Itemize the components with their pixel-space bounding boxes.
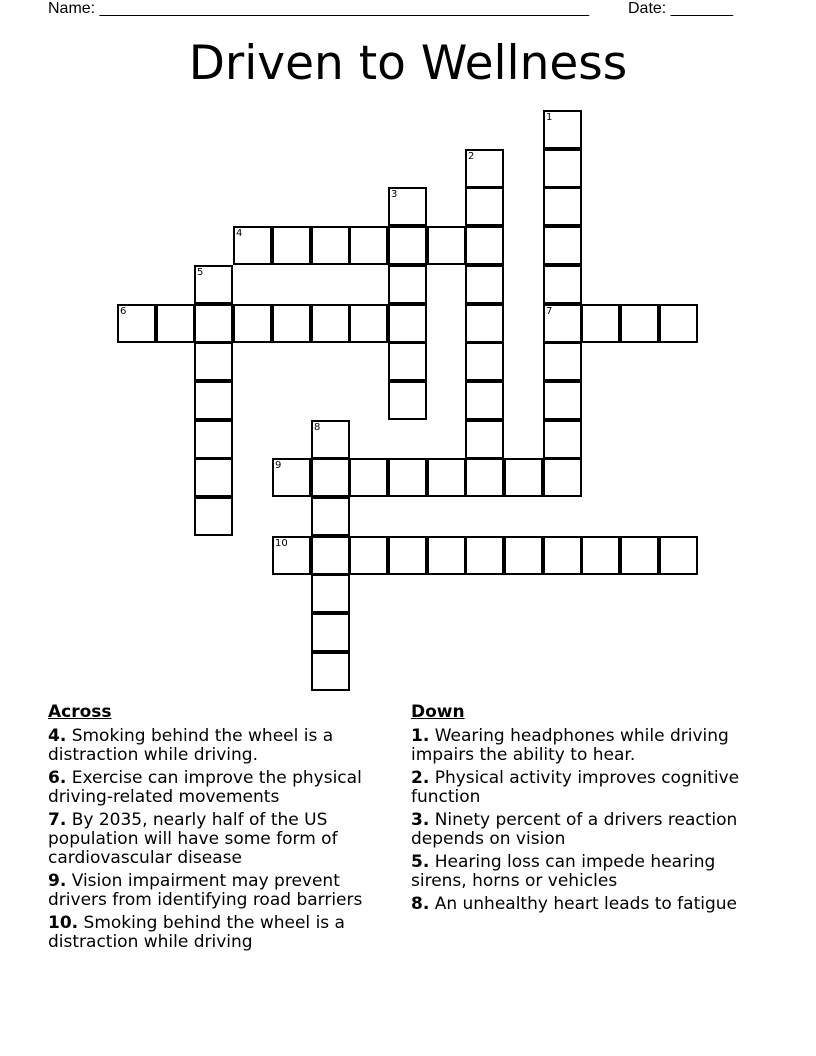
clue-text: Physical activity improves cognitive function [411, 768, 740, 807]
grid-cell[interactable] [504, 536, 543, 575]
grid-cell[interactable] [272, 226, 311, 265]
cell-number: 4 [236, 228, 243, 239]
grid-cell[interactable] [465, 342, 504, 381]
grid-cell[interactable] [620, 304, 659, 343]
grid-cell[interactable] [233, 226, 272, 265]
down-clue [411, 895, 756, 914]
grid-cell[interactable] [427, 536, 466, 575]
grid-cell[interactable] [581, 536, 620, 575]
grid-cell[interactable] [543, 420, 582, 459]
grid-cell[interactable] [388, 187, 427, 226]
grid-cell[interactable] [311, 652, 350, 691]
grid-cell[interactable] [194, 304, 233, 343]
cell-number: 9 [275, 460, 282, 471]
grid-cell[interactable] [388, 265, 427, 304]
grid-cell[interactable] [543, 265, 582, 304]
date-field[interactable]: Date: _______ [628, 0, 733, 17]
grid-cell[interactable] [311, 304, 350, 343]
across-clues [48, 703, 393, 956]
grid-cell[interactable] [388, 536, 427, 575]
grid-cell[interactable] [194, 265, 233, 304]
grid-cell[interactable] [349, 536, 388, 575]
grid-cell[interactable] [659, 536, 698, 575]
grid-cell[interactable] [543, 536, 582, 575]
grid-cell[interactable] [117, 304, 156, 343]
cell-number: 8 [314, 422, 321, 433]
grid-cell[interactable] [388, 342, 427, 381]
grid-cell[interactable] [543, 381, 582, 420]
down-clues [411, 703, 756, 918]
clue-text: Ninety percent of a drivers reaction depends on vision [411, 810, 738, 849]
grid-cell[interactable] [543, 458, 582, 497]
grid-cell[interactable] [388, 304, 427, 343]
grid-cell[interactable] [504, 458, 543, 497]
grid-cell[interactable] [272, 536, 311, 575]
cell-number: 1 [546, 112, 553, 123]
grid-cell[interactable] [233, 304, 272, 343]
grid-cell[interactable] [272, 304, 311, 343]
clue-number: 10. [48, 913, 79, 933]
clue-text: An unhealthy heart leads to fatigue [434, 894, 737, 914]
grid-cell[interactable] [581, 304, 620, 343]
grid-cell[interactable] [543, 110, 582, 149]
clue-number: 4. [48, 726, 67, 746]
grid-cell[interactable] [543, 149, 582, 188]
cell-number: 6 [120, 306, 127, 317]
grid-cell[interactable] [465, 187, 504, 226]
name-field[interactable]: Name: _______________________________________________________ [48, 0, 589, 17]
across-clue [48, 914, 393, 952]
clue-text: Exercise can improve the physical driving-related movements [48, 768, 362, 807]
grid-cell[interactable] [272, 458, 311, 497]
across-clue [48, 769, 393, 807]
clue-number: 9. [48, 871, 67, 891]
cell-number: 3 [391, 189, 398, 200]
puzzle-title: Driven to Wellness [188, 36, 628, 91]
grid-cell[interactable] [620, 536, 659, 575]
down-clue [411, 811, 756, 849]
down-clue [411, 769, 756, 807]
clue-number: 5. [411, 852, 430, 872]
cell-number: 10 [275, 538, 288, 549]
grid-cell[interactable] [388, 226, 427, 265]
clue-text: Wearing headphones while driving impairs the ability to hear. [411, 726, 729, 765]
grid-cell[interactable] [311, 420, 350, 459]
grid-cell[interactable] [194, 420, 233, 459]
clue-text: Smoking behind the wheel is a distraction while driving. [48, 726, 334, 765]
grid-cell[interactable] [465, 226, 504, 265]
down-clue [411, 853, 756, 891]
grid-cell[interactable] [194, 458, 233, 497]
clue-number: 7. [48, 810, 67, 830]
grid-cell[interactable] [465, 381, 504, 420]
clue-number: 3. [411, 810, 430, 830]
grid-cell[interactable] [427, 226, 466, 265]
down-heading: Down [411, 702, 465, 722]
grid-cell[interactable] [659, 304, 698, 343]
grid-cell[interactable] [465, 149, 504, 188]
grid-cell[interactable] [543, 187, 582, 226]
cell-number: 2 [468, 151, 475, 162]
clue-text: Vision impairment may prevent drivers from identifying road barriers [48, 871, 363, 910]
grid-cell[interactable] [543, 304, 582, 343]
grid-cell[interactable] [465, 265, 504, 304]
grid-cell[interactable] [349, 304, 388, 343]
grid-cell[interactable] [156, 304, 195, 343]
cell-number: 5 [197, 267, 204, 278]
grid-cell[interactable] [311, 613, 350, 652]
grid-cell[interactable] [194, 497, 233, 536]
grid-cell[interactable] [465, 304, 504, 343]
across-clue [48, 727, 393, 765]
grid-cell[interactable] [465, 536, 504, 575]
grid-cell[interactable] [349, 458, 388, 497]
across-heading: Across [48, 702, 112, 722]
clue-number: 1. [411, 726, 430, 746]
worksheet-header [48, 0, 748, 22]
grid-cell[interactable] [543, 226, 582, 265]
grid-cell[interactable] [465, 420, 504, 459]
cell-number: 7 [546, 306, 553, 317]
grid-cell[interactable] [194, 342, 233, 381]
grid-cell[interactable] [311, 226, 350, 265]
clue-number: 6. [48, 768, 67, 788]
grid-cell[interactable] [311, 458, 350, 497]
clue-number: 2. [411, 768, 430, 788]
down-clue [411, 727, 756, 765]
across-clue [48, 872, 393, 910]
grid-cell[interactable] [311, 536, 350, 575]
grid-cell[interactable] [427, 458, 466, 497]
grid-cell[interactable] [388, 381, 427, 420]
clue-text: By 2035, nearly half of the US population will have some form of cardiovascular disease [48, 810, 338, 868]
grid-cell[interactable] [311, 574, 350, 613]
grid-cell[interactable] [388, 458, 427, 497]
grid-cell[interactable] [465, 458, 504, 497]
grid-cell[interactable] [311, 497, 350, 536]
clue-text: Smoking behind the wheel is a distraction while driving [48, 913, 345, 952]
grid-cell[interactable] [349, 226, 388, 265]
grid-cell[interactable] [194, 381, 233, 420]
grid-cell[interactable] [543, 342, 582, 381]
clue-text: Hearing loss can impede hearing sirens, horns or vehicles [411, 852, 716, 891]
across-clue [48, 811, 393, 868]
clue-number: 8. [411, 894, 430, 914]
